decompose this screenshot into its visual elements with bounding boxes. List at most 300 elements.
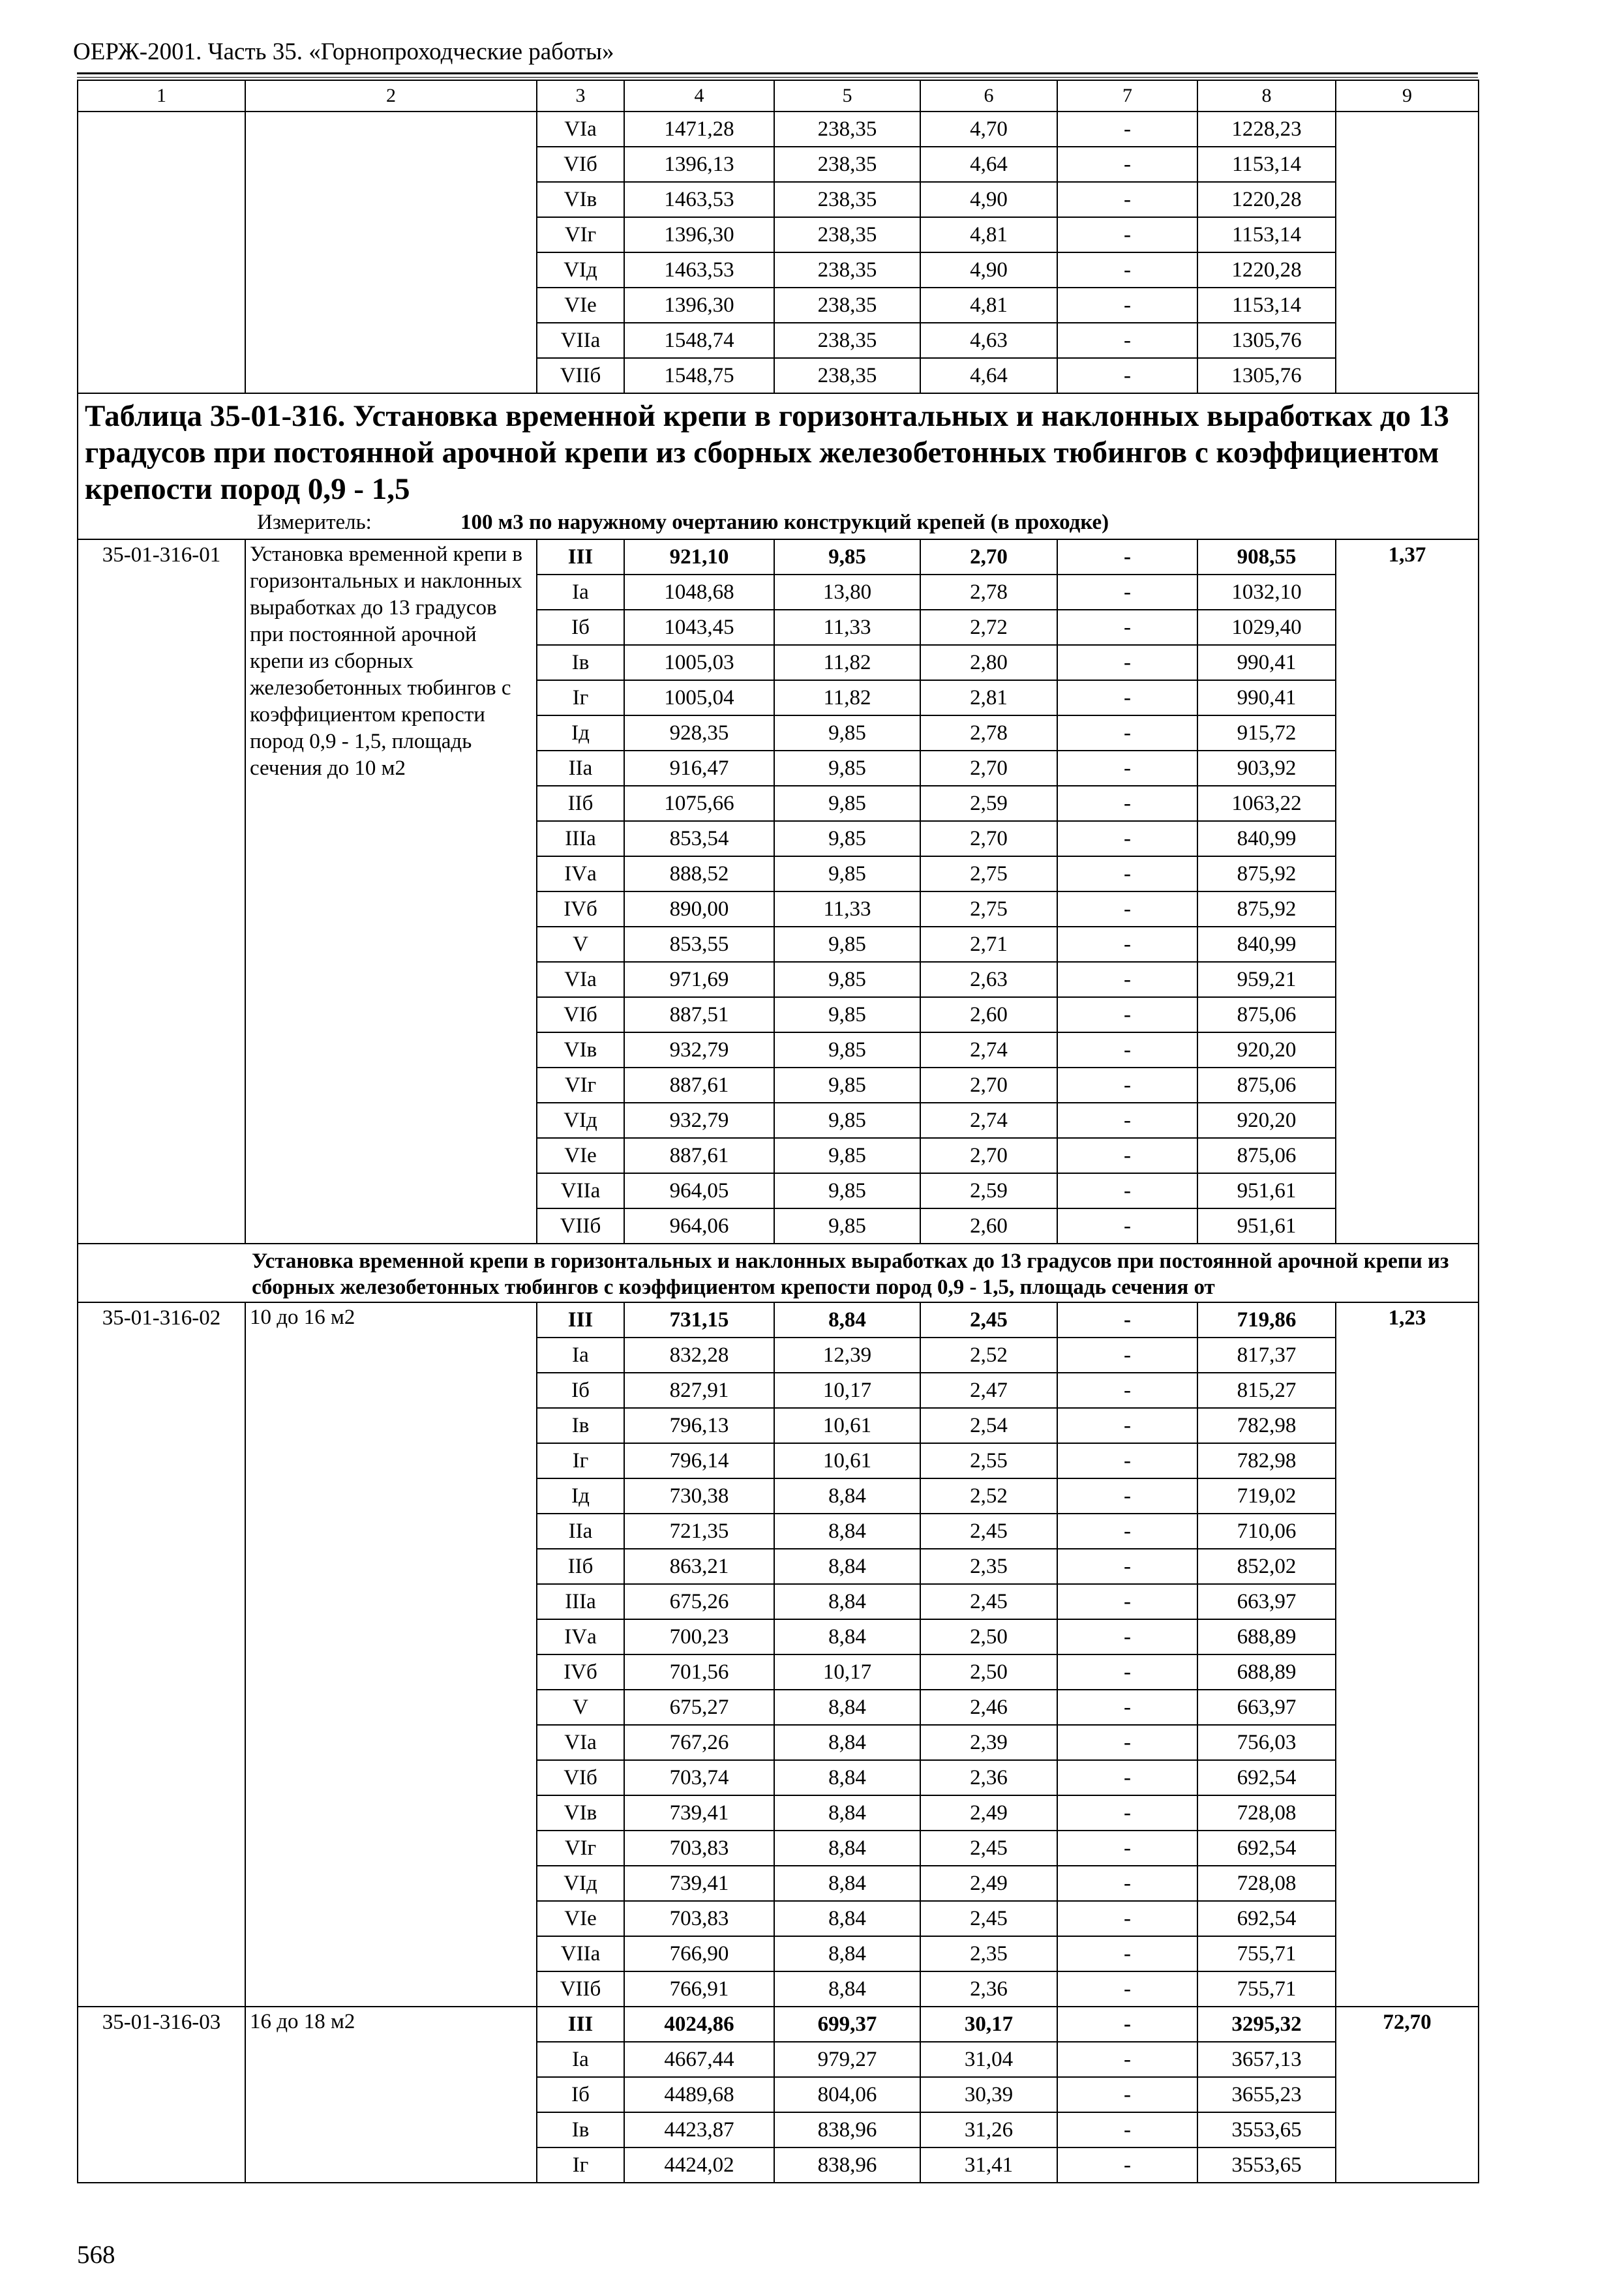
value-cell-c6: 2,78 — [920, 715, 1057, 751]
value-cell-c5: 12,39 — [774, 1338, 920, 1373]
value-cell-c5: 838,96 — [774, 2112, 920, 2147]
value-cell-c5: 238,35 — [774, 252, 920, 288]
category-cell: VIа — [537, 112, 624, 147]
value-cell-c6: 2,36 — [920, 1760, 1057, 1795]
value-cell-c7: - — [1057, 1032, 1197, 1068]
value-cell-c4: 1471,28 — [624, 112, 774, 147]
value-cell-c8: 1029,40 — [1197, 610, 1336, 645]
value-cell-c8: 782,98 — [1197, 1443, 1336, 1478]
value-cell-c6: 31,04 — [920, 2042, 1057, 2077]
value-cell-c4: 1005,04 — [624, 680, 774, 715]
value-cell-c7: - — [1057, 323, 1197, 358]
value-cell-c5: 9,85 — [774, 751, 920, 786]
value-cell-c7: - — [1057, 1619, 1197, 1654]
value-cell-c5: 238,35 — [774, 217, 920, 252]
category-cell: IVа — [537, 1619, 624, 1654]
value-cell-c5: 8,84 — [774, 1584, 920, 1619]
category-cell: VIа — [537, 1725, 624, 1760]
value-cell-c8: 719,86 — [1197, 1302, 1336, 1338]
value-cell-c4: 827,91 — [624, 1373, 774, 1408]
value-cell-c5: 9,85 — [774, 997, 920, 1032]
value-cell-c4: 1005,03 — [624, 645, 774, 680]
page-header: ОЕРЖ-2001. Часть 35. «Горнопроходческие работы» — [73, 38, 614, 65]
category-cell: III — [537, 539, 624, 575]
value-cell-c8: 815,27 — [1197, 1373, 1336, 1408]
value-cell-c7: - — [1057, 715, 1197, 751]
table-row — [78, 2007, 1479, 2042]
table-title: Таблица 35-01-316. Установка временной крепи в горизонтальных и наклонных выработках до 13 градусов при постоянной арочной крепи из сборных железобетонных тюбингов с коэффициентом крепости пород 0,9 - 1,5 — [85, 399, 1449, 506]
value-cell-c7: - — [1057, 539, 1197, 575]
column-number: 5 — [774, 80, 920, 112]
value-cell-c8: 719,02 — [1197, 1478, 1336, 1514]
value-cell-c4: 675,26 — [624, 1584, 774, 1619]
value-cell-c4: 832,28 — [624, 1338, 774, 1373]
category-cell: VIе — [537, 288, 624, 323]
value-cell-c5: 804,06 — [774, 2077, 920, 2112]
value-cell-c8: 990,41 — [1197, 680, 1336, 715]
value-cell-c7: - — [1057, 1373, 1197, 1408]
value-cell-c5: 11,82 — [774, 645, 920, 680]
item-code: 35-01-316-01 — [78, 539, 245, 1244]
category-cell: VIв — [537, 1795, 624, 1831]
value-cell-c4: 1043,45 — [624, 610, 774, 645]
column-number-row — [78, 80, 1479, 112]
value-cell-c6: 2,80 — [920, 645, 1057, 680]
value-cell-c4: 767,26 — [624, 1725, 774, 1760]
value-cell-c6: 4,64 — [920, 358, 1057, 393]
value-cell-c8: 728,08 — [1197, 1866, 1336, 1901]
category-cell: Iв — [537, 645, 624, 680]
value-cell-c6: 2,71 — [920, 927, 1057, 962]
value-cell-c4: 4667,44 — [624, 2042, 774, 2077]
value-cell-c6: 2,45 — [920, 1584, 1057, 1619]
category-cell: VIд — [537, 252, 624, 288]
value-cell-c7: - — [1057, 1514, 1197, 1549]
value-cell-c6: 2,49 — [920, 1795, 1057, 1831]
column-number: 6 — [920, 80, 1057, 112]
value-cell-c8: 915,72 — [1197, 715, 1336, 751]
value-cell-c6: 2,35 — [920, 1549, 1057, 1584]
category-cell: V — [537, 927, 624, 962]
value-cell-c7: - — [1057, 147, 1197, 182]
value-cell-c6: 2,70 — [920, 1138, 1057, 1173]
value-cell-c5: 13,80 — [774, 575, 920, 610]
value-cell-c8: 875,92 — [1197, 856, 1336, 891]
value-cell-c6: 30,17 — [920, 2007, 1057, 2042]
value-cell-c8: 1032,10 — [1197, 575, 1336, 610]
value-cell-c5: 11,33 — [774, 610, 920, 645]
value-cell-c4: 796,14 — [624, 1443, 774, 1478]
value-cell-c5: 8,84 — [774, 1866, 920, 1901]
value-cell-c8: 755,71 — [1197, 1971, 1336, 2007]
value-cell-c5: 699,37 — [774, 2007, 920, 2042]
value-cell-c7: - — [1057, 1936, 1197, 1971]
value-cell-c5: 10,61 — [774, 1443, 920, 1478]
value-cell-c5: 238,35 — [774, 182, 920, 217]
value-cell-c6: 30,39 — [920, 2077, 1057, 2112]
category-cell: VIIб — [537, 358, 624, 393]
value-cell-c6: 2,74 — [920, 1032, 1057, 1068]
value-cell-c8: 710,06 — [1197, 1514, 1336, 1549]
category-cell: VIв — [537, 1032, 624, 1068]
value-cell-c7: - — [1057, 288, 1197, 323]
value-cell-c4: 721,35 — [624, 1514, 774, 1549]
value-cell-c6: 2,59 — [920, 786, 1057, 821]
value-cell-c6: 4,90 — [920, 182, 1057, 217]
value-cell-c5: 979,27 — [774, 2042, 920, 2077]
value-cell-c7: - — [1057, 962, 1197, 997]
category-cell: VIг — [537, 1068, 624, 1103]
value-cell-c5: 8,84 — [774, 1619, 920, 1654]
value-cell-c4: 1548,74 — [624, 323, 774, 358]
category-cell: VIIа — [537, 323, 624, 358]
measure-value: 100 м3 по наружному очертанию конструкций крепей (в проходке) — [460, 511, 1109, 534]
value-cell-c6: 2,39 — [920, 1725, 1057, 1760]
value-cell-c4: 1075,66 — [624, 786, 774, 821]
value-cell-c5: 8,84 — [774, 1514, 920, 1549]
table-body — [78, 80, 1479, 2183]
table-row — [78, 1302, 1479, 1338]
value-cell-c8: 728,08 — [1197, 1795, 1336, 1831]
col9-cell — [1336, 112, 1479, 393]
column-number: 4 — [624, 80, 774, 112]
category-cell: Iд — [537, 1478, 624, 1514]
category-cell: Iа — [537, 1338, 624, 1373]
value-cell-c4: 4489,68 — [624, 2077, 774, 2112]
category-cell: IIб — [537, 786, 624, 821]
value-cell-c5: 9,85 — [774, 715, 920, 751]
table-row — [78, 539, 1479, 575]
value-cell-c5: 9,85 — [774, 539, 920, 575]
category-cell: III — [537, 2007, 624, 2042]
category-cell: IIIа — [537, 821, 624, 856]
category-cell: IVб — [537, 1654, 624, 1690]
item-col9: 1,23 — [1336, 1302, 1479, 2007]
value-cell-c6: 2,72 — [920, 610, 1057, 645]
value-cell-c6: 31,41 — [920, 2147, 1057, 2183]
value-cell-c7: - — [1057, 680, 1197, 715]
value-cell-c7: - — [1057, 1584, 1197, 1619]
value-cell-c8: 3655,23 — [1197, 2077, 1336, 2112]
value-cell-c4: 739,41 — [624, 1866, 774, 1901]
value-cell-c7: - — [1057, 2147, 1197, 2183]
value-cell-c7: - — [1057, 1690, 1197, 1725]
value-cell-c4: 700,23 — [624, 1619, 774, 1654]
item-description: Установка временной крепи в горизонтальных и наклонных выработках до 13 градусов при постоянной арочной крепи из сборных железобетонных тюбингов с коэффициентом крепости пород 0,9 - 1,5, площадь сечения до 10 м2 — [245, 539, 537, 1244]
category-cell: VIб — [537, 147, 624, 182]
value-cell-c6: 4,90 — [920, 252, 1057, 288]
value-cell-c7: - — [1057, 2112, 1197, 2147]
value-cell-c6: 2,70 — [920, 751, 1057, 786]
value-cell-c5: 9,85 — [774, 1208, 920, 1244]
value-cell-c4: 887,61 — [624, 1138, 774, 1173]
value-cell-c7: - — [1057, 1478, 1197, 1514]
value-cell-c7: - — [1057, 1068, 1197, 1103]
value-cell-c8: 663,97 — [1197, 1584, 1336, 1619]
value-cell-c6: 2,49 — [920, 1866, 1057, 1901]
value-cell-c6: 2,63 — [920, 962, 1057, 997]
value-cell-c8: 3553,65 — [1197, 2112, 1336, 2147]
value-cell-c4: 916,47 — [624, 751, 774, 786]
value-cell-c7: - — [1057, 821, 1197, 856]
value-cell-c8: 782,98 — [1197, 1408, 1336, 1443]
value-cell-c8: 840,99 — [1197, 927, 1336, 962]
value-cell-c8: 688,89 — [1197, 1619, 1336, 1654]
value-cell-c8: 663,97 — [1197, 1690, 1336, 1725]
value-cell-c6: 2,70 — [920, 539, 1057, 575]
value-cell-c8: 817,37 — [1197, 1338, 1336, 1373]
value-cell-c7: - — [1057, 1760, 1197, 1795]
column-number: 7 — [1057, 80, 1197, 112]
value-cell-c8: 1153,14 — [1197, 217, 1336, 252]
value-cell-c8: 692,54 — [1197, 1831, 1336, 1866]
value-cell-c7: - — [1057, 1795, 1197, 1831]
value-cell-c4: 1048,68 — [624, 575, 774, 610]
value-cell-c4: 863,21 — [624, 1549, 774, 1584]
column-number: 3 — [537, 80, 624, 112]
value-cell-c8: 1305,76 — [1197, 358, 1336, 393]
value-cell-c5: 10,17 — [774, 1373, 920, 1408]
value-cell-c7: - — [1057, 1654, 1197, 1690]
value-cell-c7: - — [1057, 1549, 1197, 1584]
value-cell-c4: 887,51 — [624, 997, 774, 1032]
value-cell-c7: - — [1057, 2042, 1197, 2077]
value-cell-c6: 2,78 — [920, 575, 1057, 610]
value-cell-c4: 4424,02 — [624, 2147, 774, 2183]
page-number: 568 — [77, 2241, 115, 2269]
value-cell-c6: 2,47 — [920, 1373, 1057, 1408]
category-cell: IVб — [537, 891, 624, 927]
value-cell-c7: - — [1057, 1338, 1197, 1373]
value-cell-c6: 2,70 — [920, 1068, 1057, 1103]
value-cell-c6: 4,81 — [920, 217, 1057, 252]
value-cell-c8: 875,06 — [1197, 1068, 1336, 1103]
value-cell-c8: 1153,14 — [1197, 147, 1336, 182]
value-cell-c6: 2,75 — [920, 891, 1057, 927]
value-cell-c5: 238,35 — [774, 147, 920, 182]
category-cell: VIб — [537, 1760, 624, 1795]
item-description: 10 до 16 м2 — [245, 1302, 537, 2007]
value-cell-c8: 755,71 — [1197, 1936, 1336, 1971]
value-cell-c6: 2,55 — [920, 1443, 1057, 1478]
value-cell-c5: 238,35 — [774, 323, 920, 358]
value-cell-c6: 2,81 — [920, 680, 1057, 715]
value-cell-c4: 701,56 — [624, 1654, 774, 1690]
value-cell-c8: 920,20 — [1197, 1032, 1336, 1068]
value-cell-c4: 675,27 — [624, 1690, 774, 1725]
item-code: 35-01-316-03 — [78, 2007, 245, 2183]
value-cell-c8: 903,92 — [1197, 751, 1336, 786]
value-cell-c4: 796,13 — [624, 1408, 774, 1443]
value-cell-c6: 4,64 — [920, 147, 1057, 182]
category-cell: IIб — [537, 1549, 624, 1584]
value-cell-c8: 951,61 — [1197, 1173, 1336, 1208]
value-cell-c4: 932,79 — [624, 1103, 774, 1138]
value-cell-c4: 928,35 — [624, 715, 774, 751]
value-cell-c7: - — [1057, 610, 1197, 645]
value-cell-c6: 4,63 — [920, 323, 1057, 358]
value-cell-c7: - — [1057, 856, 1197, 891]
value-cell-c4: 887,61 — [624, 1068, 774, 1103]
value-cell-c5: 9,85 — [774, 962, 920, 997]
column-number: 9 — [1336, 80, 1479, 112]
value-cell-c6: 2,52 — [920, 1338, 1057, 1373]
value-cell-c5: 10,17 — [774, 1654, 920, 1690]
value-cell-c7: - — [1057, 112, 1197, 147]
category-cell: Iв — [537, 2112, 624, 2147]
value-cell-c6: 2,46 — [920, 1690, 1057, 1725]
category-cell: IVа — [537, 856, 624, 891]
category-cell: IIа — [537, 1514, 624, 1549]
value-cell-c4: 766,90 — [624, 1936, 774, 1971]
value-cell-c4: 739,41 — [624, 1795, 774, 1831]
value-cell-c5: 9,85 — [774, 1103, 920, 1138]
value-cell-c4: 1396,13 — [624, 147, 774, 182]
value-cell-c6: 2,60 — [920, 997, 1057, 1032]
value-cell-c5: 8,84 — [774, 1971, 920, 2007]
item-col9: 72,70 — [1336, 2007, 1479, 2183]
value-cell-c4: 703,74 — [624, 1760, 774, 1795]
value-cell-c7: - — [1057, 1208, 1197, 1244]
value-cell-c7: - — [1057, 252, 1197, 288]
value-cell-c6: 2,52 — [920, 1478, 1057, 1514]
value-cell-c8: 990,41 — [1197, 645, 1336, 680]
value-cell-c4: 932,79 — [624, 1032, 774, 1068]
value-cell-c7: - — [1057, 927, 1197, 962]
column-number: 8 — [1197, 80, 1336, 112]
value-cell-c5: 8,84 — [774, 1795, 920, 1831]
category-cell: Iа — [537, 575, 624, 610]
value-cell-c7: - — [1057, 645, 1197, 680]
value-cell-c4: 888,52 — [624, 856, 774, 891]
value-cell-c8: 1153,14 — [1197, 288, 1336, 323]
value-cell-c6: 2,74 — [920, 1103, 1057, 1138]
value-cell-c8: 840,99 — [1197, 821, 1336, 856]
value-cell-c7: - — [1057, 1901, 1197, 1936]
value-cell-c6: 4,70 — [920, 112, 1057, 147]
category-cell: Iг — [537, 680, 624, 715]
value-cell-c5: 11,82 — [774, 680, 920, 715]
value-cell-c4: 766,91 — [624, 1971, 774, 2007]
value-cell-c6: 2,50 — [920, 1654, 1057, 1690]
value-cell-c7: - — [1057, 1103, 1197, 1138]
value-cell-c4: 890,00 — [624, 891, 774, 927]
value-cell-c6: 2,45 — [920, 1831, 1057, 1866]
value-cell-c7: - — [1057, 182, 1197, 217]
value-cell-c5: 238,35 — [774, 358, 920, 393]
value-cell-c5: 8,84 — [774, 1302, 920, 1338]
category-cell: VIа — [537, 962, 624, 997]
category-cell: VIг — [537, 217, 624, 252]
value-cell-c7: - — [1057, 1831, 1197, 1866]
category-cell: VIIб — [537, 1208, 624, 1244]
value-cell-c8: 688,89 — [1197, 1654, 1336, 1690]
value-cell-c5: 8,84 — [774, 1936, 920, 1971]
value-cell-c7: - — [1057, 1866, 1197, 1901]
value-cell-c4: 964,05 — [624, 1173, 774, 1208]
measure-label: Измеритель: — [257, 511, 372, 534]
value-cell-c4: 853,55 — [624, 927, 774, 962]
measure-line — [85, 509, 1471, 536]
table-title-row — [78, 393, 1479, 539]
value-cell-c5: 9,85 — [774, 856, 920, 891]
value-cell-c4: 4024,86 — [624, 2007, 774, 2042]
value-cell-c4: 1396,30 — [624, 217, 774, 252]
value-cell-c6: 2,35 — [920, 1936, 1057, 1971]
value-cell-c8: 692,54 — [1197, 1760, 1336, 1795]
category-cell: Iв — [537, 1408, 624, 1443]
item-col9: 1,37 — [1336, 539, 1479, 1244]
subheading: Установка временной крепи в горизонтальных и наклонных выработках до 13 градусов при постоянной арочной крепи из сборных железобетонных тюбингов с коэффициентом крепости пород 0,9 - 1,5, площадь сечения от — [78, 1244, 1479, 1302]
value-cell-c4: 1548,75 — [624, 358, 774, 393]
category-cell: III — [537, 1302, 624, 1338]
value-cell-c5: 9,85 — [774, 927, 920, 962]
column-number: 2 — [245, 80, 537, 112]
value-cell-c7: - — [1057, 786, 1197, 821]
category-cell: VIIб — [537, 1971, 624, 2007]
category-cell: IIа — [537, 751, 624, 786]
value-cell-c6: 2,45 — [920, 1514, 1057, 1549]
value-cell-c5: 8,84 — [774, 1549, 920, 1584]
value-cell-c8: 1063,22 — [1197, 786, 1336, 821]
value-cell-c5: 9,85 — [774, 1138, 920, 1173]
value-cell-c6: 2,45 — [920, 1302, 1057, 1338]
category-cell: V — [537, 1690, 624, 1725]
value-cell-c8: 908,55 — [1197, 539, 1336, 575]
value-cell-c5: 9,85 — [774, 1032, 920, 1068]
category-cell: Iб — [537, 1373, 624, 1408]
value-cell-c5: 8,84 — [774, 1725, 920, 1760]
category-cell: VIв — [537, 182, 624, 217]
code-cell — [78, 112, 245, 393]
subheading-row — [78, 1244, 1479, 1302]
value-cell-c7: - — [1057, 1138, 1197, 1173]
table-row — [78, 112, 1479, 147]
value-cell-c8: 875,92 — [1197, 891, 1336, 927]
value-cell-c6: 31,26 — [920, 2112, 1057, 2147]
value-cell-c5: 8,84 — [774, 1901, 920, 1936]
value-cell-c4: 921,10 — [624, 539, 774, 575]
value-cell-c7: - — [1057, 2077, 1197, 2112]
value-cell-c6: 4,81 — [920, 288, 1057, 323]
rates-table — [77, 80, 1479, 2183]
value-cell-c7: - — [1057, 1302, 1197, 1338]
value-cell-c4: 703,83 — [624, 1901, 774, 1936]
category-cell: Iа — [537, 2042, 624, 2077]
value-cell-c7: - — [1057, 217, 1197, 252]
value-cell-c4: 1463,53 — [624, 252, 774, 288]
value-cell-c6: 2,70 — [920, 821, 1057, 856]
value-cell-c5: 9,85 — [774, 786, 920, 821]
category-cell: Iб — [537, 2077, 624, 2112]
value-cell-c5: 238,35 — [774, 112, 920, 147]
value-cell-c5: 9,85 — [774, 1173, 920, 1208]
value-cell-c8: 1220,28 — [1197, 182, 1336, 217]
value-cell-c5: 8,84 — [774, 1760, 920, 1795]
value-cell-c8: 951,61 — [1197, 1208, 1336, 1244]
value-cell-c5: 8,84 — [774, 1831, 920, 1866]
category-cell: VIд — [537, 1103, 624, 1138]
category-cell: Iг — [537, 1443, 624, 1478]
value-cell-c7: - — [1057, 1173, 1197, 1208]
value-cell-c7: - — [1057, 751, 1197, 786]
value-cell-c4: 853,54 — [624, 821, 774, 856]
value-cell-c6: 2,50 — [920, 1619, 1057, 1654]
category-cell: VIд — [537, 1866, 624, 1901]
value-cell-c6: 2,60 — [920, 1208, 1057, 1244]
table-title-cell — [78, 393, 1479, 539]
category-cell: Iд — [537, 715, 624, 751]
